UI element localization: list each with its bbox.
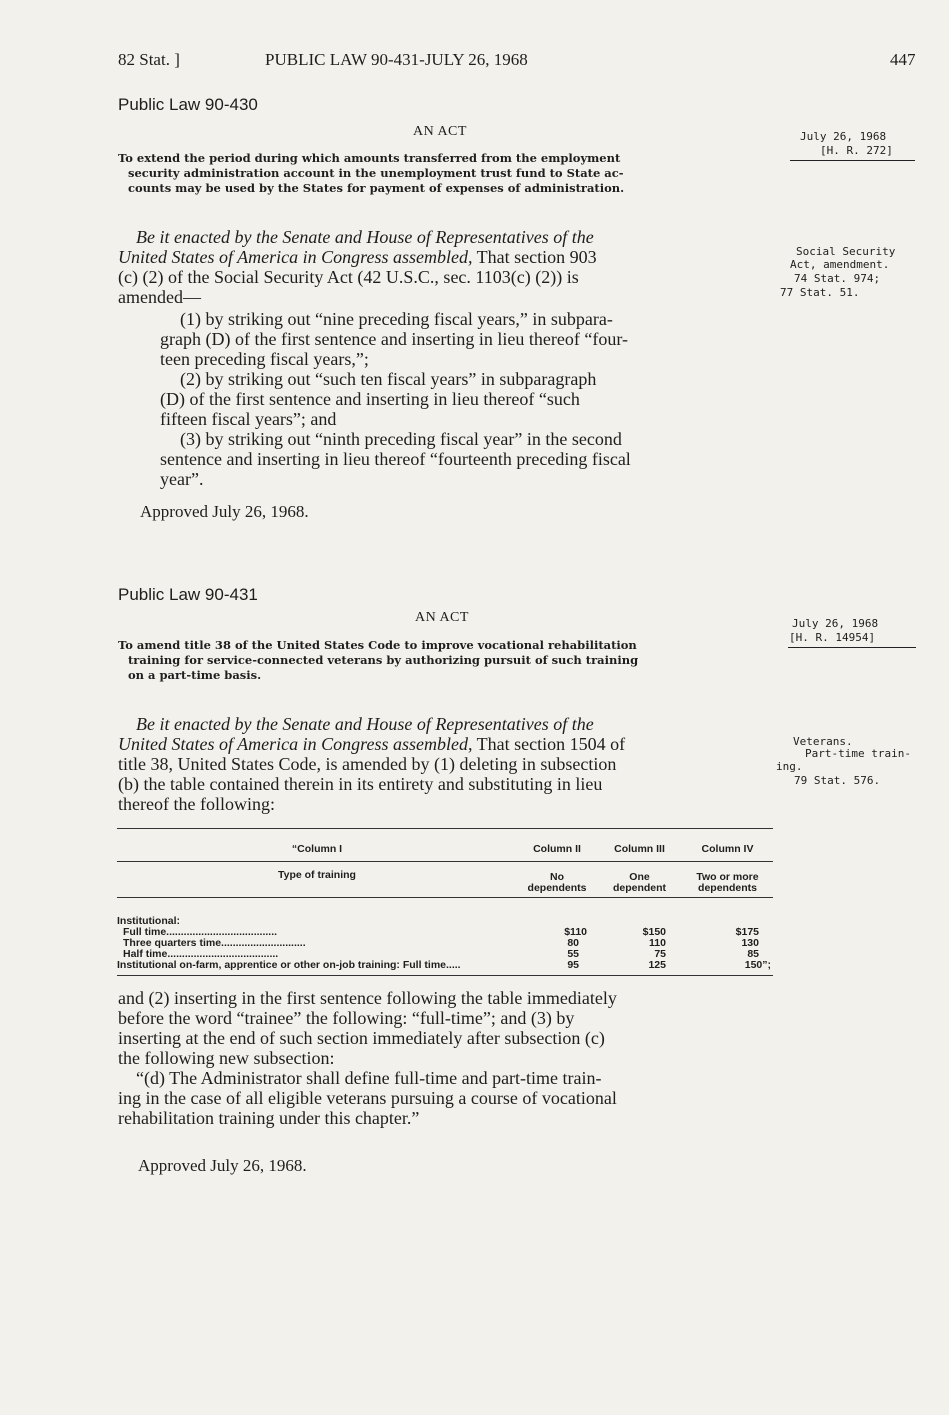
amendment-item: teen preceding fiscal years,”; (160, 349, 369, 369)
table-cell-label: Half time...................................... (123, 948, 279, 960)
post-table-text (118, 988, 770, 1128)
long-title-line: training for service-connected veterans by authorizing pursuit of such training (128, 653, 639, 667)
law-heading: Public Law 90-431 (118, 585, 258, 604)
table-group-label: Institutional: (117, 915, 180, 927)
margin-note: 79 Stat. 576. (794, 774, 881, 787)
table-cell: $175 (735, 926, 759, 938)
table-row (117, 960, 773, 971)
enact-line: Be it enacted by the Senate and House of Representatives of the (136, 714, 594, 734)
amendment-item: (D) of the first sentence and inserting in lieu thereof “such (160, 389, 580, 409)
table-subheader-cell: No dependents (527, 871, 587, 894)
table-cell: 75 (654, 948, 666, 960)
amendment-item: fifteen fiscal years”; and (160, 409, 337, 429)
table-cell: $150 (642, 926, 666, 938)
text-line: and (2) inserting in the first sentence following the table immediately (118, 988, 617, 1008)
long-title (118, 638, 773, 683)
table-cell: 85 (747, 948, 759, 960)
margin-date: July 26, 1968 (792, 617, 879, 630)
enact-line: Be it enacted by the Senate and House of Representatives of the (136, 227, 594, 247)
table-bottom-rule (117, 975, 773, 976)
long-title (118, 151, 773, 196)
margin-rule (790, 160, 915, 161)
long-title-line: To amend title 38 of the United States Code to improve vocational rehabilitation (118, 638, 637, 652)
margin-bill-number: [H. R. 14954] (789, 631, 876, 644)
amendment-item: graph (D) of the first sentence and inserting in lieu thereof “four- (160, 329, 628, 349)
text-line: ing in the case of all eligible veterans pursuing a course of vocational (118, 1088, 617, 1108)
margin-note: Act, amendment. (790, 258, 890, 271)
enact-line: thereof the following: (118, 794, 275, 814)
amendment-item: (1) by striking out “nine preceding fiscal years,” in subpara- (180, 309, 613, 329)
amendment-list (160, 309, 770, 489)
table-header-cell: Column IV (701, 843, 754, 855)
enact-line: amended— (118, 287, 201, 307)
law-heading: Public Law 90-430 (118, 95, 258, 114)
table-cell: 125 (648, 959, 666, 971)
table-cell: 150”; (744, 959, 771, 971)
table-top-rule (117, 828, 773, 829)
table-row (117, 896, 773, 927)
amendment-item: sentence and inserting in lieu thereof “fourteenth preceding fiscal (160, 449, 631, 469)
enact-line: title 38, United States Code, is amended by (1) deleting in subsection (118, 754, 617, 774)
page-number: 447 (890, 50, 916, 69)
margin-note: Part-time train- (805, 747, 911, 760)
text-line: the following new subsection: (118, 1048, 335, 1068)
long-title-line: counts may be used by the States for payment of expenses of administration. (128, 181, 625, 195)
table-subheader-row (117, 860, 773, 896)
margin-bill-number: [H. R. 272] (820, 144, 893, 157)
enact-line: (b) the table contained therein in its entirety and substituting in lieu (118, 774, 603, 794)
approval-date: Approved July 26, 1968. (140, 502, 309, 521)
margin-note: Veterans. (793, 735, 853, 748)
long-title-line: on a part-time basis. (128, 668, 262, 682)
table-cell: 130 (741, 937, 759, 949)
an-act-label: AN ACT (413, 124, 467, 139)
running-header-title: PUBLIC LAW 90-431-JULY 26, 1968 (265, 50, 528, 69)
table-cell-label: Full time...................................... (123, 926, 278, 938)
table-header-cell: “Column I (291, 843, 343, 855)
approval-date: Approved July 26, 1968. (138, 1156, 307, 1175)
amendment-item: (2) by striking out “such ten fiscal years” in subparagraph (180, 369, 597, 389)
enact-line: United States of America in Congress assembled, That section 903 (118, 247, 597, 267)
table-cell-label: Institutional on-farm, apprentice or other on-job training: Full time..... (117, 959, 461, 971)
table-header-cell: Column III (614, 843, 665, 855)
long-title-line: security administration account in the unemployment trust fund to State ac- (128, 166, 624, 180)
table-subheader-cell: Type of training (278, 869, 356, 881)
table-cell-label: Three quarters time............................. (123, 937, 306, 949)
running-header-stat: 82 Stat. ] (118, 50, 180, 69)
amendment-item: (3) by striking out “ninth preceding fiscal year” in the second (180, 429, 622, 449)
table-header-row (117, 830, 773, 860)
long-title-line: To extend the period during which amounts transferred from the employment (118, 151, 621, 165)
an-act-label: AN ACT (415, 610, 469, 625)
text-line: rehabilitation training under this chapter.” (118, 1108, 420, 1128)
amendment-item: year”. (160, 469, 204, 489)
table-cell: $110 (564, 926, 587, 938)
margin-note: Social Security (796, 245, 896, 258)
margin-note: ing. (776, 760, 803, 773)
margin-rule (788, 647, 916, 648)
margin-note: 74 Stat. 974; (794, 272, 881, 285)
text-line: before the word “trainee” the following: “full-time”; and (3) by (118, 1008, 575, 1028)
enact-line: (c) (2) of the Social Security Act (42 U.S.C., sec. 1103(c) (2)) is (118, 267, 579, 287)
table-cell: 95 (567, 959, 579, 971)
margin-date: July 26, 1968 (800, 130, 887, 143)
margin-note: 77 Stat. 51. (780, 286, 860, 299)
table-cell: 55 (567, 948, 579, 960)
enacting-clause (118, 227, 770, 307)
table-subheader-cell: Two or more dependents (696, 871, 759, 894)
text-line: “(d) The Administrator shall define full-time and part-time train- (136, 1068, 602, 1088)
enacting-clause (118, 714, 770, 814)
enact-line: United States of America in Congress assembled, That section 1504 of (118, 734, 626, 754)
table-cell: 110 (649, 937, 666, 949)
table-subheader-cell: One dependent (612, 871, 667, 894)
training-allowance-table (117, 830, 773, 971)
text-line: inserting at the end of such section immediately after subsection (c) (118, 1028, 605, 1048)
table-cell: 80 (567, 937, 579, 949)
table-header-cell: Column II (533, 843, 581, 855)
